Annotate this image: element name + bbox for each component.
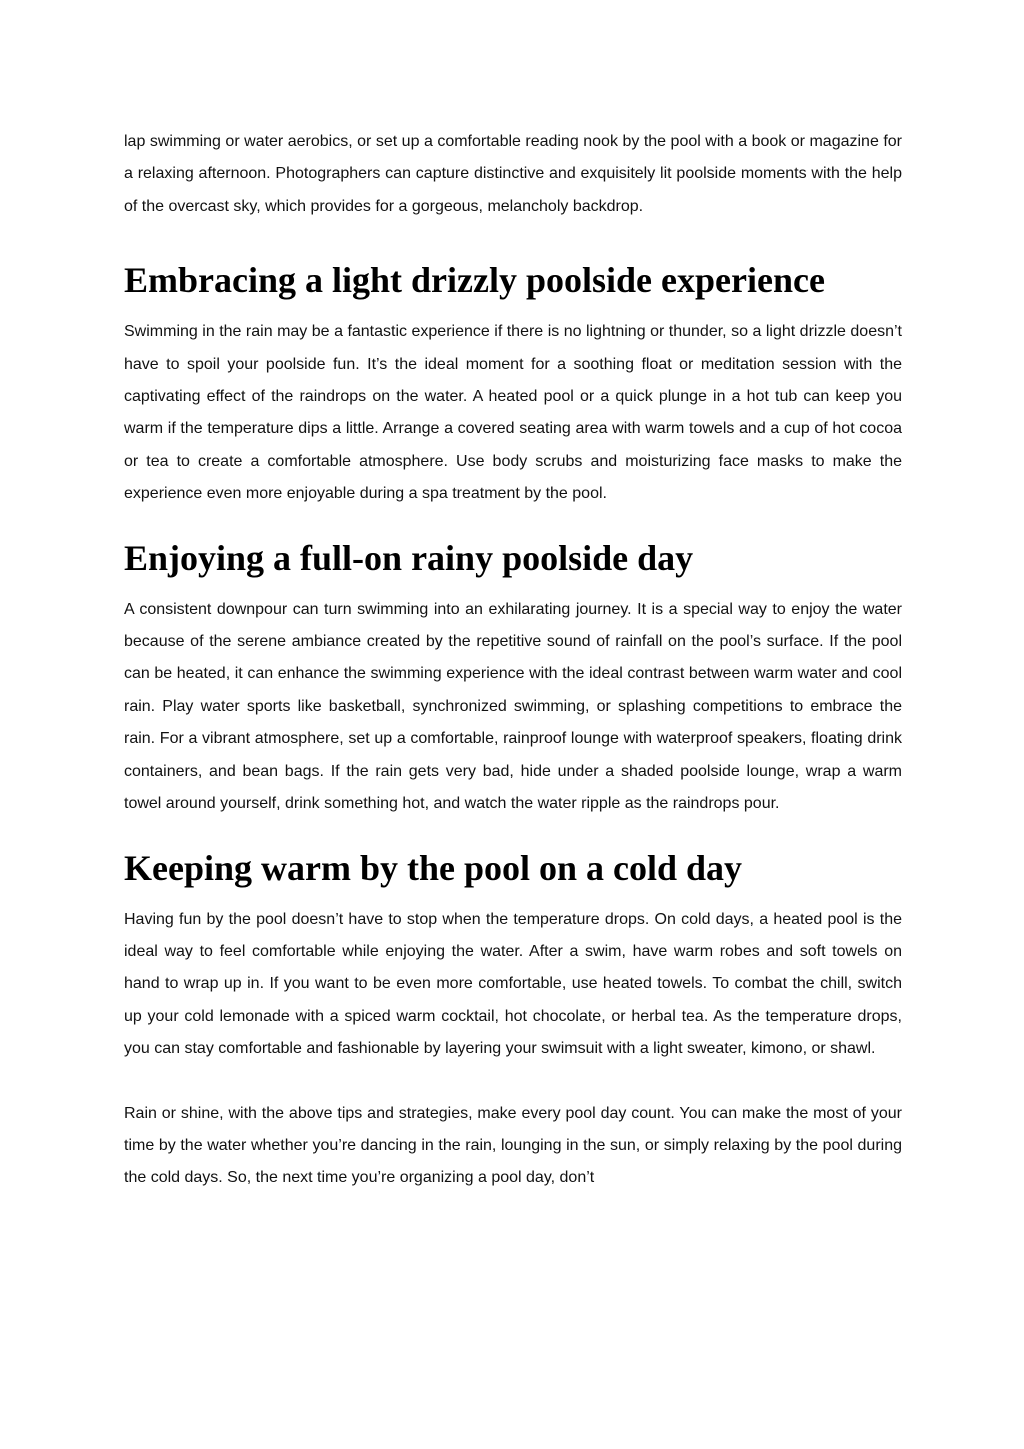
- section-heading-cold-day: Keeping warm by the pool on a cold day: [124, 847, 743, 888]
- intro-paragraph: lap swimming or water aerobics, or set up a comfortable reading nook by the pool with a book or magazine for a relaxing afternoon. Photographers can capture distinctive and exquisitely lit poolside moments with the help of the overcast sky, which provides for a gorgeous, melancholy backdrop.: [124, 133, 902, 215]
- section-heading-rainy-day: Enjoying a full-on rainy poolside day: [124, 537, 694, 578]
- section-paragraph-rainy-day: A consistent downpour can turn swimming into an exhilarating journey. It is a special way to enjoy the water because of the serene ambiance created by the repetitive sound of rainfall on the pool’s surface. If the pool can be heated, it can enhance the swimming experience with the ideal contrast between warm water and cool rain. Play water sports like basketball, synchronized swimming, or splashing competitions to embrace the rain. For a vibrant atmosphere, set up a comfortable, rainproof lounge with waterproof speakers, floating drink containers, and bean bags. If the rain gets very bad, hide under a shaded poolside lounge, wrap a warm towel around yourself, drink something hot, and watch the water ripple as the raindrops pour.: [124, 600, 902, 813]
- document-page: [124, 126, 902, 1195]
- section-paragraph-cold-day: Having fun by the pool doesn’t have to stop when the temperature drops. On cold days, a heated pool is the ideal way to feel comfortable while enjoying the water. After a swim, have warm robes and soft towels on hand to wrap up in. If you want to be even more comfortable, use heated towels. To combat the chill, switch up your cold lemonade with a spiced warm cocktail, hot chocolate, or herbal tea. As the temperature drops, you can stay comfortable and fashionable by layering your swimsuit with a light sweater, kimono, or shawl.: [124, 910, 902, 1058]
- section-heading-light-drizzle: Embracing a light drizzly poolside experience: [124, 260, 825, 301]
- closing-paragraph: Rain or shine, with the above tips and strategies, make every pool day count. You can make the most of your time by the water whether you’re dancing in the rain, lounging in the sun, or simply relaxing by the pool during the cold days. So, the next time you’re organizing a pool day, don’t: [124, 1104, 902, 1187]
- section-paragraph-light-drizzle: Swimming in the rain may be a fantastic experience if there is no lightning or thunder, so a light drizzle doesn’t have to spoil your poolside fun. It’s the ideal moment for a soothing float or meditation session with the captivating effect of the raindrops on the water. A heated pool or a quick plunge in a hot tub can keep you warm if the temperature dips a little. Arrange a covered seating area with warm towels and a cup of hot cocoa or tea to create a comfortable atmosphere. Use body scrubs and moisturizing face masks to make the experience even more enjoyable during a spa treatment by the pool.: [124, 323, 902, 503]
